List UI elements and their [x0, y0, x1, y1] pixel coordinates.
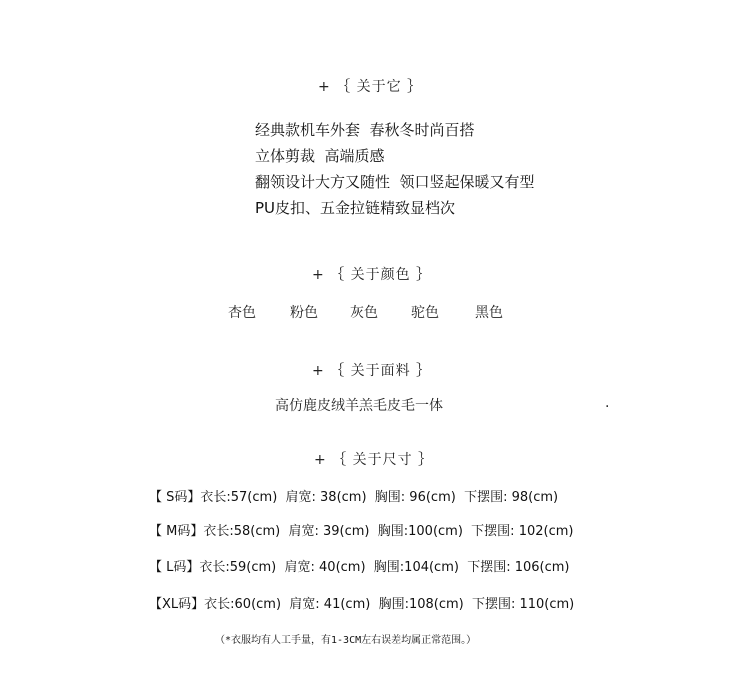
fabric-dot: . — [605, 395, 610, 411]
color-apricot: 杏色 — [228, 305, 256, 321]
size-row-m: 【 M码】衣长:58(cm) 肩宽: 39(cm) 胸围:100(cm) 下摆围: 102(cm) — [149, 524, 574, 539]
size-row-l: 【 L码】衣长:59(cm) 肩宽: 40(cm) 胸围:104(cm) 下摆围: 106(cm) — [149, 560, 570, 575]
color-black: 黑色 — [475, 305, 503, 321]
about-heading: + ｛ 关于它 ｝ — [318, 79, 423, 95]
about-line-2: 立体剪裁 高端质感 — [255, 147, 385, 165]
size-note: （*衣服均有人工手量，有1-3CM左右误差均属正常范围。） — [215, 635, 477, 646]
fabric-text: 高仿鹿皮绒羊羔毛皮毛一体 — [275, 398, 443, 414]
color-pink: 粉色 — [290, 305, 318, 321]
about-line-4: PU皮扣、五金拉链精致显档次 — [255, 199, 456, 217]
color-grey: 灰色 — [350, 305, 378, 321]
about-line-1: 经典款机车外套 春秋冬时尚百搭 — [255, 121, 475, 139]
size-row-s: 【 S码】衣长:57(cm) 肩宽: 38(cm) 胸围: 96(cm) 下摆围: 98(cm) — [149, 490, 559, 505]
color-camel: 驼色 — [411, 305, 439, 321]
size-row-xl: 【XL码】衣长:60(cm) 肩宽: 41(cm) 胸围:108(cm) 下摆围: 110(cm) — [149, 597, 575, 612]
about-line-3: 翻领设计大方又随性 领口竖起保暖又有型 — [255, 173, 535, 191]
fabric-heading: + ｛ 关于面料 ｝ — [312, 363, 432, 379]
sizes-heading: + ｛ 关于尺寸 ｝ — [314, 452, 434, 468]
colors-heading: + ｛ 关于颜色 ｝ — [312, 267, 432, 283]
